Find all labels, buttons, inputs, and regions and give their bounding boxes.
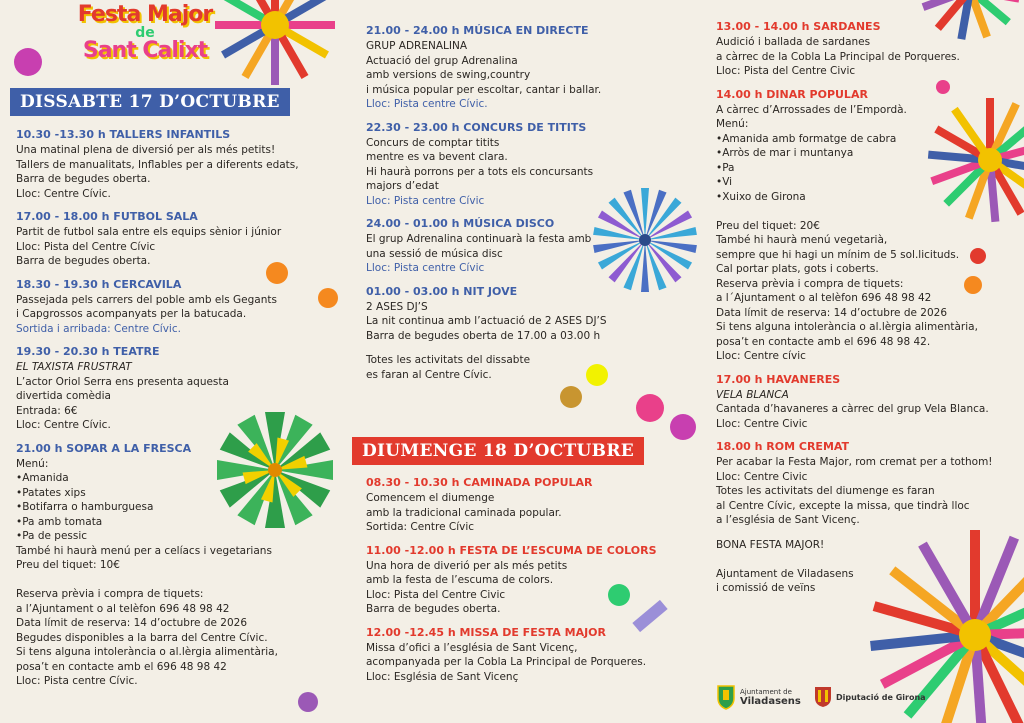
- event-line: Lloc: Pista centre Cívic.: [16, 675, 138, 687]
- event-line: Lloc: Pista del Centre Civic: [366, 588, 506, 601]
- event-line: Lloc: Centre cívic: [716, 350, 806, 362]
- event-block: [366, 217, 616, 276]
- ajuntament-logo: [716, 684, 801, 710]
- diputacio-logo: [814, 686, 926, 708]
- event-line: Per acabar la Festa Major, rom cremat per a tothom!: [716, 456, 993, 468]
- event-title: 14.00 h DINAR POPULAR: [716, 87, 868, 101]
- event-line: Hi haurà porrons per a tots els concursants: [366, 165, 594, 178]
- logo-line2: de: [135, 25, 155, 41]
- event-title: 08.30 - 10.30 h CAMINADA POPULAR: [366, 476, 593, 489]
- event-line: El grup Adrenalina continuarà la festa amb: [366, 233, 592, 245]
- event-line: [16, 573, 326, 588]
- event-line: a càrrec de la Cobla La Principal de Porqueres.: [716, 50, 960, 63]
- event-line: Barra de begudes oberta.: [366, 603, 501, 615]
- event-line: Una matinal plena de diversió per als més petits!: [16, 144, 276, 156]
- confetti-dot: [670, 414, 696, 440]
- event-block: [716, 88, 1006, 364]
- event-line: Lloc: Pista del Centre Civic: [716, 65, 856, 77]
- event-line: Passejada pels carrers del poble amb els Gegants: [16, 293, 277, 306]
- event-line: Tallers de manualitats, Inflables per a diferents edats,: [16, 158, 299, 171]
- confetti-dot: [14, 48, 42, 76]
- event-line: Menú:: [16, 457, 49, 470]
- event-line: L’actor Oriol Serra ens presenta aquesta: [16, 375, 229, 388]
- event-line: Totes les activitats del diumenge es faran: [716, 485, 935, 497]
- event-line: Actuació del grup Adrenalina: [366, 54, 518, 67]
- event-line: 2 ASES DJ’S: [366, 300, 428, 313]
- event-title: 22.30 - 23.00 h CONCURS DE TITITS: [366, 120, 587, 134]
- event-line: Begudes disponibles a la barra del Centre Cívic.: [16, 631, 268, 644]
- logo-line1: Festa Major: [77, 2, 213, 27]
- event-line: Lloc: Pista del Centre Cívic: [16, 240, 156, 253]
- event-line: Audició i ballada de sardanes: [716, 36, 871, 48]
- event-title: 01.00 - 03.00 h NIT JOVE: [366, 284, 518, 298]
- event-line: sempre que hi hagi un mínim de 5 sol.licituds.: [716, 248, 960, 261]
- event-title: 21.00 h SOPAR A LA FRESCA: [16, 441, 192, 455]
- event-line: Concurs de comptar titits: [366, 136, 500, 149]
- diputacio-name: Diputació de Girona: [836, 692, 926, 702]
- event-block: [366, 626, 666, 685]
- event-line: Sortida: Centre Cívic: [366, 521, 475, 533]
- event-line: Data límit de reserva: 14 d’octubre de 2026: [716, 306, 948, 319]
- event-line: [716, 204, 1006, 219]
- event-line: Preu del tiquet: 10€: [16, 559, 120, 571]
- event-line: i Capgrossos acompanyats per la batucada.: [16, 308, 247, 320]
- event-block: [16, 442, 326, 689]
- closing-line: i comissió de veïns: [716, 582, 816, 594]
- event-line: Cantada d’havaneres a càrrec del grup Vela Blanca.: [716, 403, 989, 415]
- event-line: •Pa: [716, 161, 735, 174]
- saturday-closing: [366, 353, 616, 382]
- event-title: 17.00 - 18.00 h FUTBOL SALA: [16, 210, 198, 223]
- confetti-dot: [560, 386, 582, 408]
- event-block: [16, 345, 326, 433]
- event-block: [716, 20, 1006, 79]
- event-line: Missa d’ofici a l’església de Sant Vicenç,: [366, 641, 578, 654]
- event-line: •Xuixo de Girona: [716, 190, 806, 203]
- sunday-banner: DIUMENGE 18 D’OCTUBRE: [352, 437, 644, 465]
- event-line: amb versions de swing,country: [366, 69, 531, 81]
- event-line: i música popular per escoltar, cantar i ballar.: [366, 83, 602, 96]
- event-line: acompanyada per la Cobla La Principal de Porqueres.: [366, 656, 647, 668]
- event-block: [366, 24, 616, 112]
- event-line: •Botifarra o hamburguesa: [16, 501, 154, 513]
- event-title: 18.00 h ROM CREMAT: [716, 440, 850, 453]
- confetti-dot: [636, 394, 664, 422]
- event-line: Lloc: Centre Civic: [716, 417, 808, 430]
- event-title: 12.00 -12.45 h MISSA DE FESTA MAJOR: [366, 625, 606, 639]
- event-line: Si tens alguna intolerància o al.lèrgia alimentària,: [16, 646, 278, 658]
- event-line: •Amanida amb formatge de cabra: [716, 132, 897, 145]
- event-line: Reserva prèvia i compra de tiquets:: [16, 588, 204, 600]
- event-line: Barra de begudes oberta.: [16, 173, 151, 185]
- festa-major-logo: [70, 4, 220, 62]
- event-subtitle: VELA BLANCA: [716, 388, 789, 401]
- event-line: divertida comèdia: [16, 390, 111, 402]
- closing-line: [716, 552, 1006, 567]
- event-line: Entrada: 6€: [16, 404, 78, 417]
- event-location: Lloc: Pista centre Cívic: [366, 262, 485, 274]
- saturday-column-2: [366, 24, 616, 382]
- closing-line: Ajuntament de Viladasens: [716, 567, 854, 580]
- event-line: majors d’edat: [366, 180, 439, 192]
- event-block: [16, 210, 326, 269]
- event-line: •Pa de pessic: [16, 530, 88, 542]
- event-line: posa’t en contacte amb el 696 48 98 42: [16, 660, 227, 673]
- event-location: Sortida i arribada: Centre Cívic.: [16, 322, 181, 335]
- event-line: Lloc: Església de Sant Vicenç: [366, 670, 519, 683]
- event-title: 13.00 - 14.00 h SARDANES: [716, 20, 881, 33]
- event-line: Si tens alguna intolerància o al.lèrgia alimentària,: [716, 321, 978, 333]
- ajuntament-shield-icon: [716, 684, 736, 710]
- event-line: posa’t en contacte amb el 696 48 98 42.: [716, 335, 931, 348]
- ajuntament-top: Ajuntament de: [740, 687, 792, 696]
- closing-line: BONA FESTA MAJOR!: [716, 538, 825, 551]
- event-line: Menú:: [716, 118, 749, 130]
- event-line: a l´Ajuntament o al telèfon 696 48 98 42: [716, 292, 932, 304]
- event-line: Lloc: Centre Cívic.: [16, 187, 111, 200]
- event-line: •Patates xips: [16, 486, 86, 499]
- event-line: Una hora de diverió per als més petits: [366, 559, 568, 572]
- sunday-column-3: [716, 20, 1006, 596]
- event-line: •Vi: [716, 176, 733, 188]
- event-line: a l’Ajuntament o al telèfon 696 48 98 42: [16, 602, 230, 615]
- event-title: 10.30 -13.30 h TALLERS INFANTILS: [16, 128, 231, 141]
- event-line: amb la festa de l’escuma de colors.: [366, 574, 554, 586]
- event-line: a l’església de Sant Vicenç.: [716, 514, 860, 526]
- event-location: Lloc: Pista centre Cívic.: [366, 98, 488, 110]
- event-line: Preu del tiquet: 20€: [716, 219, 820, 232]
- diputacio-shield-icon: [814, 686, 832, 708]
- sunday-closing: [716, 538, 1006, 596]
- event-line: GRUP ADRENALINA: [366, 40, 468, 52]
- event-line: Comencem el diumenge: [366, 492, 495, 504]
- logo-line3: Sant Calixt: [82, 38, 208, 63]
- event-location: Lloc: Pista centre Cívic: [366, 194, 485, 207]
- event-block: [366, 544, 666, 617]
- event-line: Cal portar plats, gots i coberts.: [716, 263, 879, 275]
- event-block: [16, 278, 326, 337]
- saturday-column-1: [16, 128, 326, 698]
- event-title: 11.00 -12.00 h FESTA DE L’ESCUMA DE COLORS: [366, 543, 657, 557]
- event-line: una sessió de música disc: [366, 247, 503, 260]
- event-line: També hi haurà menú per a celíacs i vegetarians: [16, 544, 272, 557]
- event-block: [366, 285, 616, 344]
- event-line: al Centre Cívic, excepte la missa, que tindrà lloc: [716, 499, 970, 512]
- event-block: [16, 128, 326, 201]
- event-line: A càrrec d’Arrossades de l’Empordà.: [716, 103, 907, 116]
- event-title: 21.00 - 24.00 h MÚSICA EN DIRECTE: [366, 24, 589, 37]
- closing-line: es faran al Centre Cívic.: [366, 368, 492, 381]
- event-title: 18.30 - 19.30 h CERCAVILA: [16, 277, 182, 291]
- event-title: 19.30 - 20.30 h TEATRE: [16, 345, 160, 358]
- closing-line: Totes les activitats del dissabte: [366, 354, 531, 366]
- event-subtitle: EL TAXISTA FRUSTRAT: [16, 361, 132, 373]
- event-line: També hi haurà menú vegetarià,: [716, 234, 888, 246]
- event-block: [716, 373, 1006, 432]
- event-block: [366, 121, 616, 209]
- event-line: Partit de futbol sala entre els equips sènior i júnior: [16, 226, 282, 238]
- event-block: [716, 440, 1006, 528]
- event-title: 24.00 - 01.00 h MÚSICA DISCO: [366, 217, 555, 230]
- event-line: mentre es va bevent clara.: [366, 151, 508, 163]
- event-block: [366, 476, 666, 535]
- sunday-column-2: [366, 476, 666, 693]
- event-title: 17.00 h HAVANERES: [716, 372, 841, 386]
- saturday-banner: DISSABTE 17 D’OCTUBRE: [10, 88, 290, 116]
- event-line: amb la tradicional caminada popular.: [366, 506, 562, 519]
- event-line: Barra de begudes oberta de 17.00 a 03.00 h: [366, 329, 601, 342]
- event-line: •Pa amb tomata: [16, 515, 103, 528]
- event-line: La nit continua amb l’actuació de 2 ASES DJ’S: [366, 315, 607, 327]
- event-line: •Amanida: [16, 472, 69, 484]
- event-line: Barra de begudes oberta.: [16, 255, 151, 267]
- event-line: •Arròs de mar i muntanya: [716, 147, 854, 159]
- event-line: Reserva prèvia i compra de tiquets:: [716, 277, 904, 290]
- event-line: Lloc: Centre Cívic.: [16, 419, 111, 431]
- event-line: Data límit de reserva: 14 d’octubre de 2026: [16, 617, 248, 629]
- ajuntament-name: Viladasens: [740, 695, 801, 707]
- event-line: Lloc: Centre Civic: [716, 470, 808, 483]
